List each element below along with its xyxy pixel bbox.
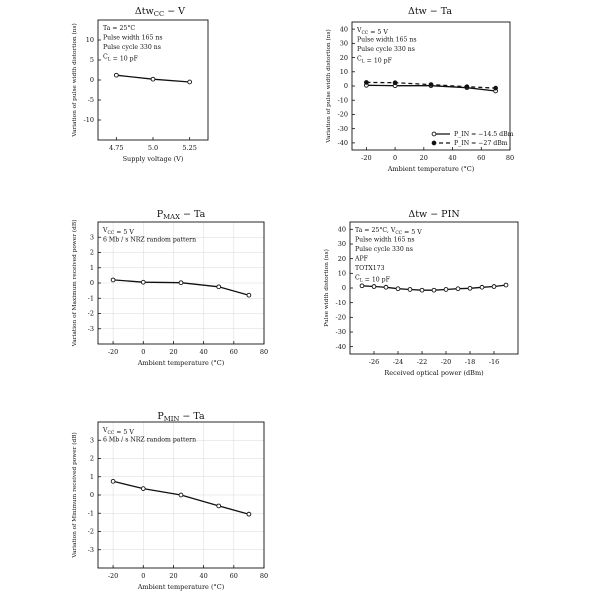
chart-pmax-vs-ta — [71, 209, 268, 367]
x-tick-label: -18 — [464, 358, 476, 366]
y-tick-label: 2 — [89, 454, 94, 463]
annotation-line: Pulse cycle 330 ns — [357, 46, 415, 53]
y-tick-label: -40 — [337, 139, 348, 148]
y-tick-label: 0 — [343, 82, 348, 91]
data-point — [111, 479, 115, 483]
data-point — [444, 288, 448, 292]
y-tick-label: 0 — [89, 279, 94, 288]
data-point — [188, 80, 192, 84]
data-point — [393, 81, 397, 85]
y-tick-label: 0 — [89, 76, 94, 85]
legend-label: P_IN = −14.5 dBm — [454, 131, 514, 139]
y-tick-label: 20 — [339, 53, 348, 62]
annotation-line: Pulse cycle 330 ns — [355, 246, 413, 253]
annotation-line: Pulse cycle 330 ns — [103, 44, 161, 51]
data-point — [217, 285, 221, 289]
x-tick-label: -26 — [368, 358, 380, 366]
data-point — [384, 285, 388, 289]
x-tick-label: -16 — [488, 358, 500, 366]
x-tick-label: 5.25 — [182, 144, 197, 152]
y-tick-label: 0 — [89, 491, 94, 500]
annotation-line: $C_L = 10$ pF — [355, 274, 390, 284]
data-point — [151, 77, 155, 81]
y-tick-label: 30 — [339, 39, 348, 48]
legend-marker — [432, 132, 436, 136]
annotation-line: TOTX173 — [355, 265, 385, 272]
x-tick-label: 5.0 — [147, 144, 159, 152]
chart-title: Δtw$_{CC}$ − V — [134, 6, 186, 18]
x-tick-label: 60 — [477, 154, 486, 162]
x-axis-label: Ambient temperature (°C) — [137, 359, 225, 367]
x-tick-label: 0 — [141, 572, 146, 580]
chart-delta-tw-vs-pin — [323, 209, 518, 377]
y-tick-label: -20 — [337, 110, 348, 119]
chart-title: $P_{MIN} - Ta$ — [157, 411, 205, 423]
chart-title: $P_{MAX} - Ta$ — [156, 209, 206, 221]
x-tick-label: 40 — [199, 572, 208, 580]
x-tick-label: -20 — [107, 572, 119, 580]
y-tick-label: -40 — [335, 342, 346, 351]
y-tick-label: -1 — [87, 294, 94, 303]
y-tick-label: -5 — [87, 96, 94, 105]
chart-delta-tw-vs-ta — [325, 6, 514, 173]
x-tick-label: 4.75 — [109, 144, 124, 152]
y-tick-label: 0 — [341, 284, 346, 293]
data-point — [217, 504, 221, 508]
y-tick-label: 20 — [337, 254, 346, 263]
x-tick-label: 20 — [419, 154, 428, 162]
x-tick-label: -22 — [416, 358, 428, 366]
y-tick-label: 5 — [89, 56, 94, 65]
x-tick-label: 80 — [259, 348, 269, 356]
y-tick-label: 30 — [337, 240, 346, 249]
data-point — [420, 288, 424, 292]
y-tick-label: 10 — [85, 36, 94, 45]
y-axis-label: Variation of pulse width distortion (ns) — [72, 23, 78, 137]
annotation-line: $V_{CC} = 5$ V — [357, 27, 388, 36]
data-point — [179, 493, 183, 497]
data-point — [141, 280, 145, 284]
data-point — [360, 284, 364, 288]
data-point — [468, 286, 472, 290]
x-tick-label: -20 — [361, 154, 372, 162]
y-tick-label: -10 — [337, 96, 348, 105]
x-tick-label: 0 — [393, 154, 398, 162]
y-axis-label: Variation of pulse width distortion (ns) — [326, 29, 332, 143]
annotation-line: $V_{CC} = 5$ V — [103, 227, 134, 236]
data-point — [465, 85, 469, 89]
legend-label: P_IN = −27 dBm — [454, 140, 508, 148]
x-tick-label: 40 — [199, 348, 208, 356]
legend-marker — [432, 141, 436, 145]
y-tick-label: 10 — [337, 269, 346, 278]
y-axis-label: Variation of Maximum received power (dB) — [72, 219, 78, 347]
annotation-line: $C_L = 10$ pF — [357, 55, 392, 65]
y-tick-label: 40 — [337, 225, 346, 234]
annotation-line: $V_{CC} = 5$ V — [103, 427, 134, 436]
data-point — [504, 283, 508, 287]
data-point — [372, 285, 376, 289]
y-tick-label: 2 — [89, 248, 94, 257]
y-tick-label: -30 — [337, 124, 348, 133]
y-tick-label: -3 — [87, 324, 94, 333]
y-tick-label: -20 — [335, 313, 346, 322]
annotation-line: Ta = 25°C — [103, 25, 136, 32]
x-tick-label: -20 — [440, 358, 452, 366]
y-axis-label: Variation of Minimum received power (dB) — [72, 432, 78, 558]
y-tick-label: 1 — [89, 472, 94, 481]
data-point — [494, 86, 498, 90]
chart-pmin-vs-ta — [71, 411, 268, 591]
data-point — [396, 287, 400, 291]
data-point — [179, 281, 183, 285]
series-line — [113, 481, 249, 514]
x-tick-label: 40 — [448, 154, 457, 162]
y-tick-label: -2 — [87, 309, 94, 318]
annotation-line: 6 Mb / s NRZ random pattern — [103, 436, 197, 444]
x-axis-label: Supply voltage (V) — [122, 155, 184, 163]
data-point — [111, 278, 115, 282]
y-tick-label: 1 — [89, 263, 94, 272]
data-point — [492, 285, 496, 289]
y-tick-label: 3 — [89, 233, 94, 242]
chart-delta-tw-vs-vcc — [71, 6, 208, 163]
x-axis-label: Received optical power (dBm) — [384, 369, 484, 377]
y-tick-label: 40 — [339, 25, 348, 34]
data-point — [456, 287, 460, 291]
data-point — [432, 288, 436, 292]
x-axis-label: Ambient temperature (°C) — [387, 165, 475, 173]
data-point — [141, 487, 145, 491]
annotation-line: Pulse width 165 ns — [357, 36, 417, 44]
y-tick-label: -3 — [87, 545, 94, 554]
chart-title: Δtw − PIN — [408, 209, 460, 220]
annotation-line: Ta = 25°C, $V_{CC} = 5$ V — [355, 227, 422, 236]
annotation-line: APF — [355, 255, 368, 263]
annotation-line: Pulse width 165 ns — [103, 34, 163, 42]
x-tick-label: 20 — [169, 572, 178, 580]
data-point — [480, 285, 484, 289]
y-tick-label: -10 — [335, 298, 346, 307]
chart-title: Δtw − Ta — [407, 6, 453, 17]
x-tick-label: -20 — [107, 348, 119, 356]
x-tick-label: -24 — [392, 358, 404, 366]
x-tick-label: 80 — [505, 154, 515, 162]
x-tick-label: 20 — [169, 348, 178, 356]
x-tick-label: 60 — [229, 348, 238, 356]
data-point — [429, 83, 433, 87]
x-tick-label: 80 — [259, 572, 269, 580]
y-tick-label: 3 — [89, 436, 94, 445]
data-point — [114, 73, 118, 77]
data-point — [364, 81, 368, 85]
y-axis-label: Pulse width distortion (ns) — [324, 249, 330, 327]
annotation-line: 6 Mb / s NRZ random pattern — [103, 236, 197, 244]
y-tick-label: -10 — [83, 116, 94, 125]
y-tick-label: 10 — [339, 67, 348, 76]
x-tick-label: 0 — [141, 348, 146, 356]
x-axis-label: Ambient temperature (°C) — [137, 583, 225, 591]
data-point — [247, 293, 251, 297]
data-point — [247, 512, 251, 516]
y-tick-label: -2 — [87, 527, 94, 536]
y-tick-label: -1 — [87, 509, 94, 518]
x-tick-label: 60 — [229, 572, 238, 580]
y-tick-label: -30 — [335, 328, 346, 337]
annotation-line: $C_L = 10$ pF — [103, 53, 138, 63]
annotation-line: Pulse width 165 ns — [355, 236, 415, 244]
data-point — [408, 288, 412, 292]
